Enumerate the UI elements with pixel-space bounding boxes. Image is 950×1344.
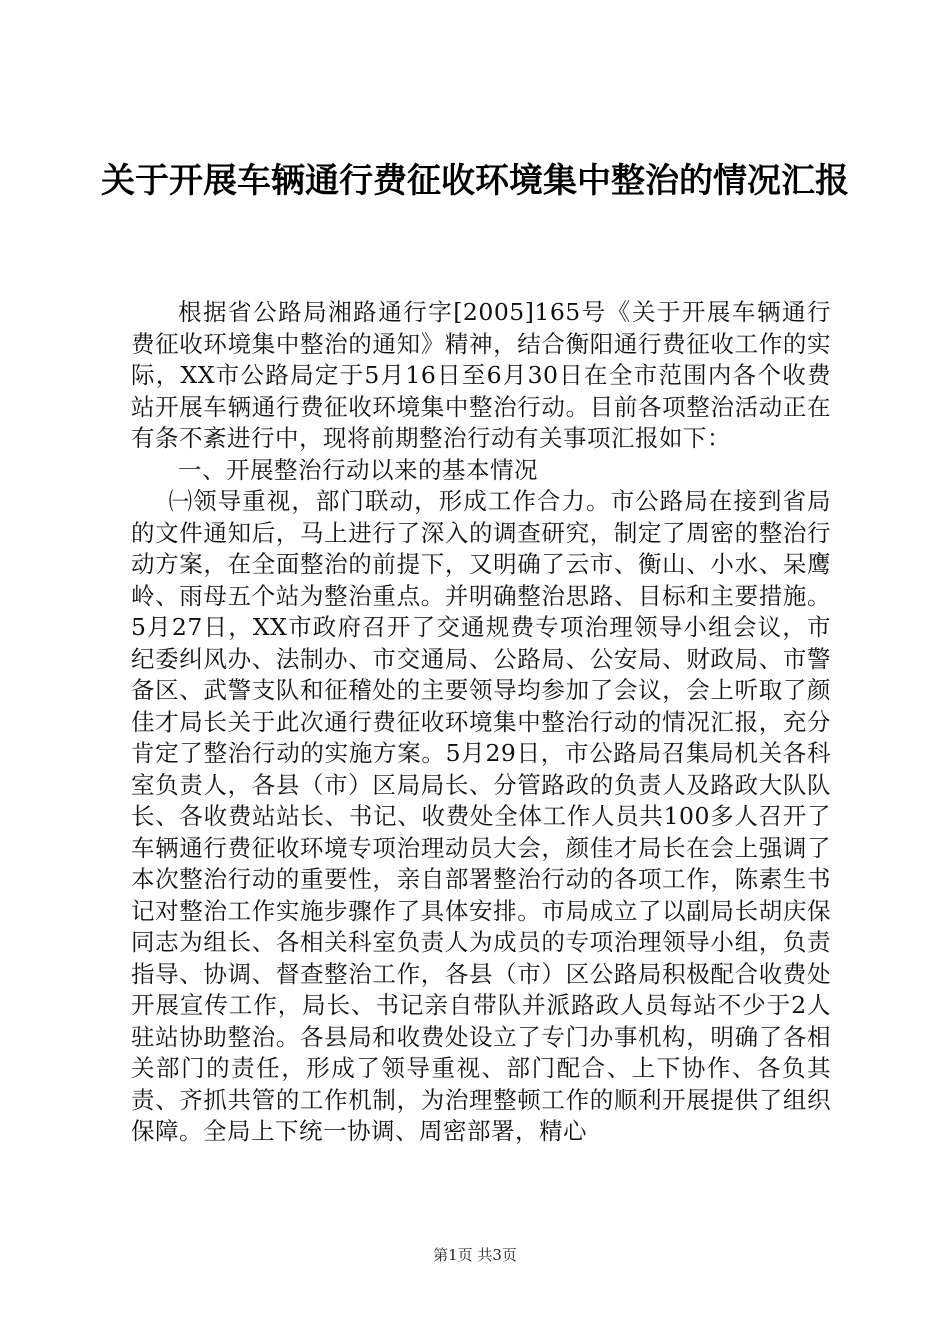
section-heading: 一、开展整治行动以来的基本情况 — [178, 455, 538, 484]
document-body — [131, 297, 831, 1148]
intro-paragraph: 根据省公路局湘路通行字[2005]165号《关于开展车辆通行费征收环境集中整治的通知》精神，结合衡阳通行费征收工作的实际，XX市公路局定于5月16日至6月30日在全市范围内各个收费站开展车辆通行费征收环境集中整治行动。目前各项整治活动正在有条不紊进行中，现将前期整治行动有关事项汇报如下： — [131, 298, 831, 452]
document-title: 关于开展车辆通行费征收环境集中整治的情况汇报 — [101, 161, 849, 201]
page-footer: 第1页 共3页 — [433, 1246, 517, 1264]
body-paragraph: ㈠领导重视，部门联动，形成工作合力。市公路局在接到省局的文件通知后，马上进行了深入的调查研究，制定了周密的整治行动方案，在全面整治的前提下，又明确了云市、衡山、小水、呆鹰岭、雨母五个站为整治重点。并明确整治思路、目标和主要措施。5月27日，XX市政府召开了交通规费专项治理领导小组会议，市纪委纠风办、法制办、市交通局、公路局、公安局、财政局、市警备区、武警支队和征稽处的主要领导均参加了会议，会上听取了颜佳才局长关于此次通行费征收环境集中整治行动的情况汇报，充分肯定了整治行动的实施方案。5月29日，市公路局召集局机关各科室负责人，各县（市）区局局长、分管路政的负责人及路政大队队长、各收费站站长、书记、收费处全体工作人员共100多人召开了车辆通行费征收环境专项治理动员大会，颜佳才局长在会上强调了本次整治行动的重要性，亲自部署整治行动的各项工作，陈素生书记对整治工作实施步骤作了具体安排。市局成立了以副局长胡庆保同志为组长、各相关科室负责人为成员的专项治理领导小组，负责指导、协调、督查整治工作，各县（市）区公路局积极配合收费处开展宣传工作，局长、书记亲自带队并派路政人员每站不少于2人驻站协助整治。各县局和收费处设立了专门办事机构，明确了各相关部门的责任，形成了领导重视、部门配合、上下协作、各负其责、齐抓共管的工作机制，为治理整顿工作的顺利开展提供了组织保障。全局上下统一协调、周密部署，精心 — [131, 487, 831, 1145]
